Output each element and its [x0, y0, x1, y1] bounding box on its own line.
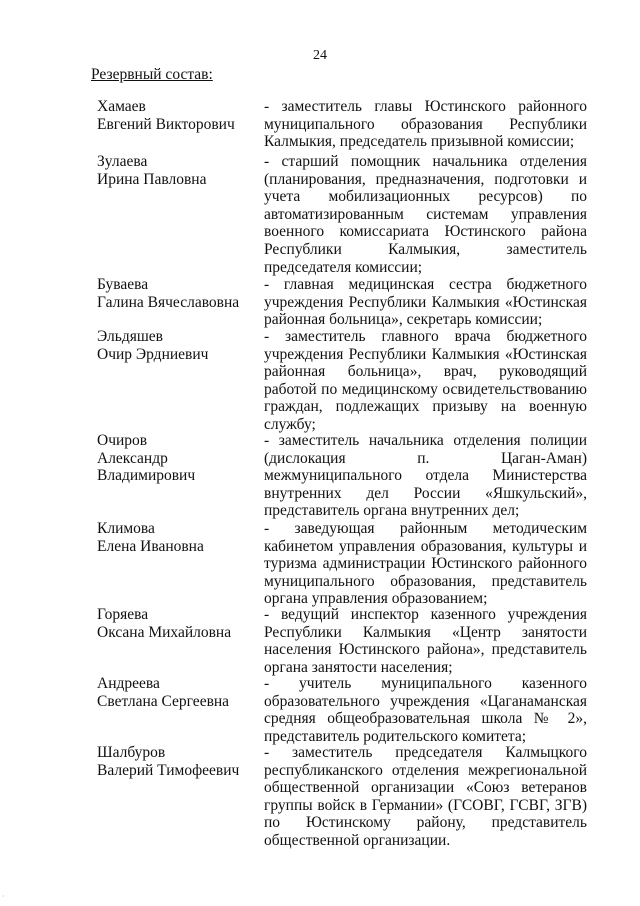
member-description: - заместитель начальника отделения полиции (дислокация п. Цаган-Аман) межмуниципального отдела Министерства внутренних дел России «Яшкульский», представитель органа внутренних дел; [264, 432, 587, 520]
name-line: Буваева [97, 276, 149, 293]
name-line: Климова [97, 520, 155, 537]
name-line: Андреева [97, 675, 160, 692]
member-description: - ведущий инспектор казенного учреждения Республики Калмыкия «Центр занятости населения Юстинского района», представитель органа занятости населения; [264, 606, 587, 676]
member-description: - старший помощник начальника отделения (планирования, предназначения, подготовки и учета мобилизационных ресурсов) по автоматизированным системам управления военного комиссариата Юстинского района Республики Калмыкия, заместитель председателя комиссии; [264, 153, 587, 276]
member-description: - заместитель главы Юстинского районного муниципального образования Республики Калмыкия, председатель призывной комиссии; [264, 98, 587, 151]
member-description: - главная медицинская сестра бюджетного учреждения Республики Калмыкия «Юстинская районная больница», секретарь комиссии; [264, 276, 587, 329]
name-line: Валерий Тимофеевич [97, 761, 240, 779]
name-line: Елена Ивановна [97, 537, 204, 555]
member-name [97, 744, 257, 779]
name-line: Хамаев [97, 98, 146, 115]
name-line: Очир Эрдниевич [97, 345, 209, 363]
member-name [97, 675, 257, 710]
name-line: Галина Вячеславовна [97, 293, 240, 311]
section-heading: Резервный состав: [91, 66, 213, 83]
member-name [97, 153, 257, 188]
name-line: Евгений Викторович [97, 115, 235, 133]
name-line: Зулаева [97, 153, 148, 170]
name-line: Ирина Павловна [97, 170, 207, 188]
scan-mark: · [2, 892, 5, 901]
member-name [97, 432, 257, 485]
member-description: - учитель муниципального казенного образовательного учреждения «Цаганаманская средняя общеобразовательная школа № 2», представитель родительского комитета; [264, 675, 587, 745]
member-name [97, 520, 257, 555]
member-description: - заместитель главного врача бюджетного учреждения Республики Калмыкия «Юстинская районная больница», врач, руководящий работой по медицинскому освидетельствованию граждан, подлежащих призыву на военную службу; [264, 328, 587, 433]
name-line: Горяева [97, 606, 149, 623]
member-description: - заместитель председателя Калмыцкого республиканского отделения межрегиональной общественной организации «Союз ветеранов группы войск в Германии» (ГСОВГ, ГСВГ, ЗГВ) по Юстинскому району, представитель общественной организации. [264, 744, 587, 849]
name-line: Владимирович [97, 467, 196, 485]
name-line: Светлана Сергеевна [97, 692, 230, 710]
name-line: Эльдяшев [97, 328, 163, 345]
member-name [97, 328, 257, 363]
member-name [97, 98, 257, 133]
page-number: 24 [313, 48, 327, 63]
name-line: Оксана Михайловна [97, 623, 232, 641]
name-line: Шалбуров [97, 744, 166, 761]
member-name [97, 606, 257, 641]
name-line: Очиров [97, 432, 148, 449]
member-description: - заведующая районным методическим кабинетом управления образования, культуры и туризма администрации Юстинского районного муниципального образования, представитель органа управления образованием; [264, 520, 587, 608]
member-name [97, 276, 257, 311]
name-line: Александр [97, 449, 168, 467]
